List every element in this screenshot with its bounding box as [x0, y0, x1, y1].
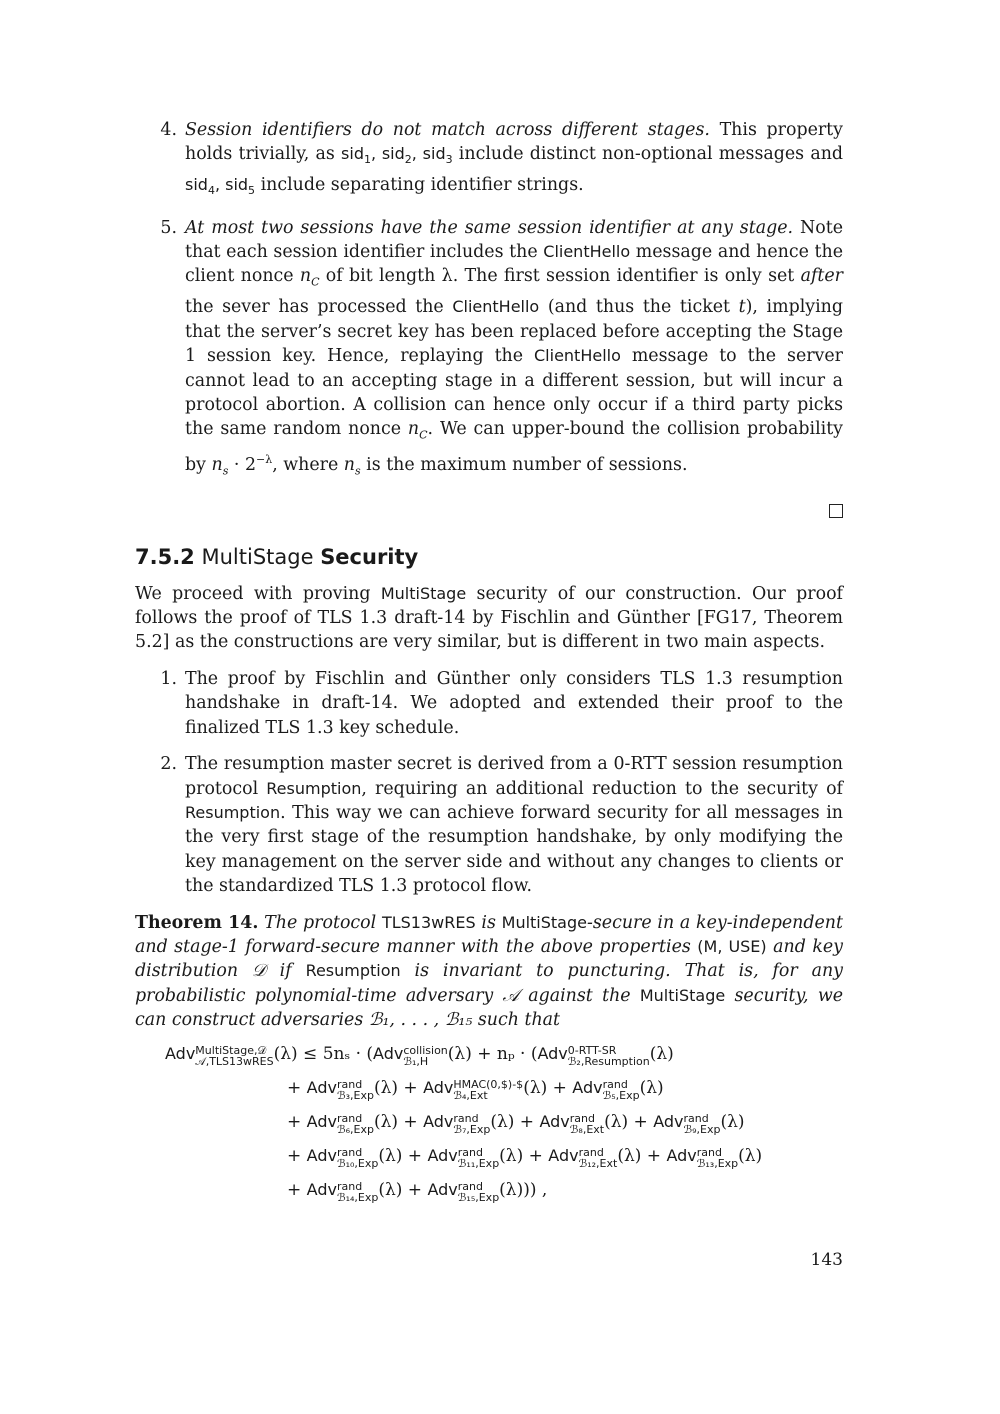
list-number: 4.	[160, 120, 177, 140]
text: is the maximum number of sessions.	[360, 454, 688, 475]
list-number: 1.	[160, 668, 177, 689]
ticket-symbol: t	[738, 297, 746, 318]
clienthello-term: ClientHello	[543, 242, 631, 261]
text: ), implying that the server’s secret key has been replaced before accepting the Stage 1 session key. Hence, replaying the	[185, 297, 844, 367]
text: This property holds trivially, as	[185, 120, 843, 165]
theorem-head: Theorem 14.	[135, 912, 259, 933]
text: message to the server cannot lead to an accepting stage in a different session, but will incur a protocol abortion. A collision can hence only occur if a third party picks the same random nonce	[185, 346, 843, 440]
text: . We can upper-bound the collision probability by	[185, 419, 844, 475]
list-item-1	[135, 667, 843, 740]
item-title: At most two sessions have the same session identifier at any stage.	[185, 217, 794, 238]
text: , where	[272, 454, 344, 475]
bound-formula: $n_s$	[211, 454, 229, 478]
sid-symbol: sid$_4$, sid$_5$	[185, 175, 256, 198]
equation-line-5: + Adv rand ℬ₁₄,Exp (λ) + Adv rand ℬ₁₅,Exp (λ))) ,	[287, 1179, 548, 1204]
page-content	[135, 118, 843, 1207]
text: message and hence the client nonce	[185, 242, 843, 287]
section-number: 7.5.2	[135, 545, 195, 570]
text: (and thus the ticket	[539, 297, 739, 318]
text: Note that each session identifier includes the	[185, 217, 844, 262]
text: the sever has processed the	[185, 297, 453, 318]
list-item-body: The proof by Fischlin and Günther only considers TLS 1.3 resumption handshake in draft-14. We adopted and extended their proof to the finalized TLS 1.3 key schedule.	[185, 668, 843, 738]
clienthello-term: ClientHello	[452, 297, 540, 317]
page-number: 143	[810, 1250, 843, 1270]
list-item-body: The resumption master secret is derived from a 0-RTT session resumption protocol Resumption, requiring an additional reduction to the security of Resumption. This way we can achieve forward security for all messages in the very first stage of the resumption handshake, by only modifying the key management on the server side and without any changes to clients or the standardized TLS 1.3 protocol flow.	[185, 754, 843, 897]
nonce-symbol: $n_C$	[407, 419, 428, 442]
equation-line-3: + Adv rand ℬ₆,Exp (λ) + Adv rand ℬ₇,Exp (λ) + Adv rand ℬ₈,Ext (λ) + Adv rand ℬ₉,Exp (λ)	[287, 1111, 745, 1136]
ns-symbol: $n_s$	[343, 454, 361, 478]
text: of bit length λ. The first session identifier is only set	[319, 266, 801, 287]
list-item-body: At most two sessions have the same session identifier at any stage. Note that each session identifier includes the ClientHello message and hence the client nonce $n_C$ of bit length λ. The first session identifier is only set after the sever has processed the ClientHello (and thus the ticket t), implying that the server’s secret key has been replaced before accepting the Stage 1 session key. Hence, replaying the ClientHello message to the server cannot lead to an accepting stage in a different session, but will incur a protocol abortion. A collision can hence only occur if a third party picks the same random nonce $n_C$. We can upper-bound the collision probability by $n_s \cdot 2^{-\lambda}$, where $n_s$ is the maximum number of sessions.	[185, 217, 844, 478]
nonce-symbol: $n_C$	[299, 266, 320, 289]
list-item-2	[135, 752, 843, 898]
equation-line-1: Adv MultiStage,𝒟 𝒜,TLS13wRES (λ) ≤ 5nₛ · (Adv collision ℬ₁,H (λ) + nₚ · (Adv 0-RTT-SR ℬ₂,Resumption (λ)	[165, 1043, 674, 1068]
sid-symbol: sid$_1$, sid$_2$, sid$_3$	[341, 144, 453, 167]
intro-paragraph: We proceed with proving MultiStage security of our construction. Our proof follows the proof of TLS 1.3 draft-14 by Fischlin and Günther [FG17, Theorem 5.2] as the constructions are very similar, but is different in two main aspects.	[135, 583, 843, 653]
qed-box	[135, 494, 843, 525]
equation-line-2: + Adv rand ℬ₃,Exp (λ) + Adv HMAC(0,$)-$ ℬ₄,Ext (λ) + Adv rand ℬ₅,Exp (λ)	[287, 1077, 664, 1102]
advantage-equation	[135, 1037, 843, 1207]
list-item-4	[135, 118, 843, 204]
list-number: 2.	[160, 754, 177, 775]
list-number: 5.	[160, 217, 177, 238]
clienthello-term: ClientHello	[534, 346, 621, 366]
item-title: Session identifiers do not match across different stages.	[185, 120, 710, 140]
text: include distinct non-optional messages and	[452, 144, 844, 165]
list-item-5	[135, 216, 843, 484]
list-item-body	[185, 118, 843, 204]
theorem-14: Theorem 14. The protocol TLS13wRES is MultiStage-secure in a key-independent and stage-1 forward-secure manner with the above properties (M, USE) and key distribution 𝒟 if Resumption is invariant to puncturing. That is, for any probabilistic polynomial-time adversary 𝒜 against the MultiStage security, we can construct adversaries ℬ₁, . . . , ℬ₁₅ such that	[135, 912, 844, 1031]
emph-after: after	[800, 266, 843, 287]
equation-line-4: + Adv rand ℬ₁₀,Exp (λ) + Adv rand ℬ₁₁,Exp (λ) + Adv rand ℬ₁₂,Ext (λ) + Adv rand ℬ₁₃,Exp (λ)	[287, 1145, 763, 1170]
section-title-plain: MultiStage	[201, 545, 314, 570]
section-heading	[135, 545, 843, 569]
text: include separating identifier strings.	[255, 175, 584, 195]
section-title-bold: Security	[320, 545, 419, 570]
